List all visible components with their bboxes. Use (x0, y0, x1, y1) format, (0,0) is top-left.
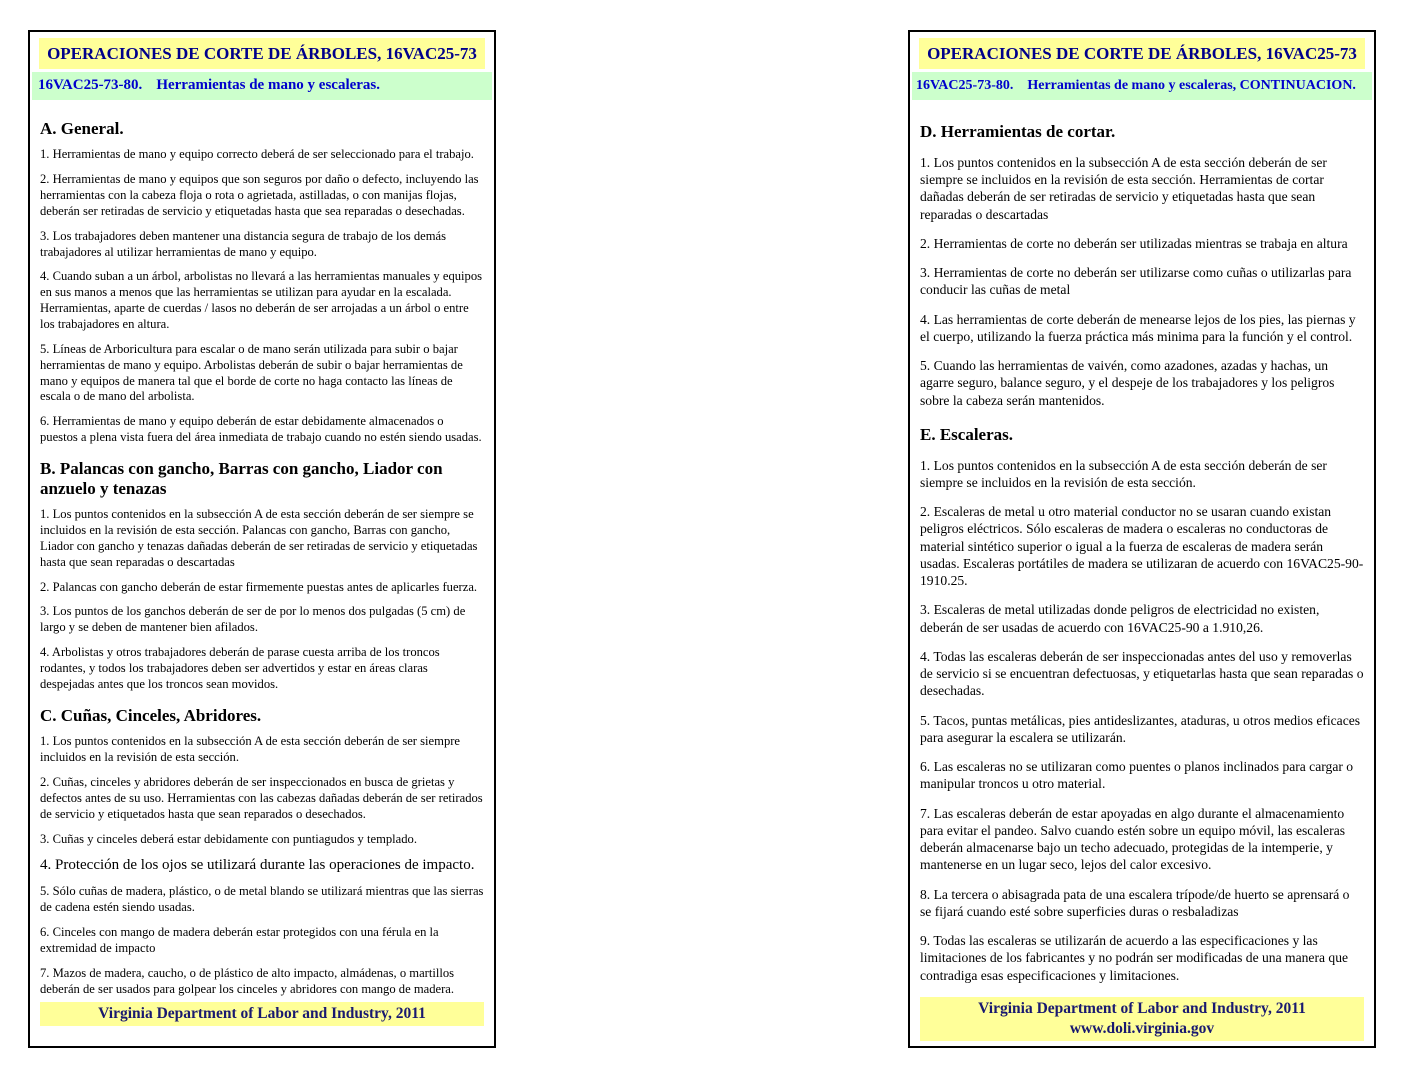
paragraph-e7: 7. Las escaleras deberán de estar apoyadas en algo durante el almacenamiento para evitar el pandeo. Salvo cuando estén sobre un equipo móvil, las escaleras deberán almacenarse bajo un techo adecuado, protegidas de la intemperie, y mantenerse en un lugar seco, lejos del calor excesivo. (920, 805, 1346, 873)
paragraph-c2: 2. Cuñas, cinceles y abridores deberán de ser inspeccionados en busca de grietas y defectos antes de su uso. Herramientas con las cabezas dañadas deberán de ser retirados de servicio y etiquetados hasta que sean reparados o desechados. (40, 775, 483, 821)
heading-c-cunas: C. Cuñas, Cinceles, Abridores. (40, 705, 262, 725)
paragraph-e6: 6. Las escaleras no se utilizaran como puentes o planos inclinados para cargar o manipular troncos u otro material. (920, 759, 1354, 792)
paragraph-e4: 4. Todas las escaleras deberán de ser inspeccionadas antes del uso y removerlas de servicio si se encuentran defectuosas, y etiquetarlas hasta que sean reparadas o desechadas. (920, 648, 1364, 699)
left-title: OPERACIONES DE CORTE DE ÁRBOLES, 16VAC25-73 (47, 44, 477, 63)
left-body (30, 100, 494, 998)
paragraph-d5: 5. Cuando las herramientas de vaivén, como azadones, azadas y hachas, un agarre seguro, balance seguro, y el despeje de los trabajadores y los peligros sobre la cabeza serán mantenidos. (920, 358, 1335, 408)
paragraph-c5: 5. Sólo cuñas de madera, plástico, o de metal blando se utilizará mientras que las sierras de cadena estén siendo usadas. (40, 884, 484, 915)
paragraph-e9: 9. Todas las escaleras se utilizarán de acuerdo a las especificaciones y las limitaciones de los fabricantes y no podrán ser modificadas de una manera que contradiga esas especificaciones y limitaciones. (920, 933, 1349, 983)
paragraph-d1: 1. Los puntos contenidos en la subsección A de esta sección deberán de ser siempre se incluidos en la revisión de esta sección. Herramientas de cortar dañadas deberán de ser retiradas de servicio y etiquetadas hasta que sean reparadas o descartadas (920, 154, 1327, 222)
paragraph-e1: 1. Los puntos contenidos en la subsección A de esta sección deberán de ser siempre se incluidos en la revisión de esta sección. (920, 457, 1327, 490)
paragraph-e3: 3. Escaleras de metal utilizadas donde peligros de electricidad no existen, deberán de ser usadas de acuerdo con 16VAC25-90 a 1.910,26. (920, 602, 1320, 635)
paragraph-d4: 4. Las herramientas de corte deberán de menearse lejos de los pies, las piernas y el cuerpo, utilizando la fuerza práctica más minima para la función y el control. (920, 311, 1356, 344)
paragraph-c6: 6. Cinceles con mango de madera deberán estar protegidos con una férula en la extremidad de impacto (40, 925, 439, 955)
paragraph-d3: 3. Herramientas de corte no deberán ser utilizarse como cuñas o utilizarlas para conducir las cuñas de metal (920, 265, 1352, 298)
right-footer-text: Virginia Department of Labor and Industry, 2011 (978, 999, 1306, 1017)
right-section-banner (912, 72, 1372, 100)
right-footer-banner (920, 997, 1364, 1041)
paragraph-e2: 2. Escaleras de metal u otro material conductor no se usaran cuando existan peligros eléctricos. Sólo escaleras de madera o escaleras no conductoras de material sintético superior o igual a la fuerza de escaleras de madera serán usadas. Escaleras portátiles de madera se utilizaran de acuerdo con 16VAC25-90-1910.25. (920, 504, 1364, 589)
paragraph-c3: 3. Cuñas y cinceles deberá estar debidamente con puntiagudos y templado. (40, 831, 417, 846)
left-panel (28, 30, 496, 1048)
right-title: OPERACIONES DE CORTE DE ÁRBOLES, 16VAC25-73 (927, 44, 1357, 63)
right-section-title: Herramientas de mano y escaleras, CONTINUACION. (1027, 78, 1356, 94)
paragraph-c4: 4. Protección de los ojos se utilizará durante las operaciones de impacto. (40, 857, 475, 874)
paragraph-c1: 1. Los puntos contenidos en la subsección A de esta sección deberán de ser siempre incluidos en la revisión de esta sección. (40, 734, 461, 765)
left-section-banner (32, 72, 492, 100)
paragraph-b2: 2. Palancas con gancho deberán de estar firmemente puestas antes de aplicarles fuerza. (40, 579, 478, 594)
heading-a-general: A. General. (40, 118, 124, 138)
left-footer-text: Virginia Department of Labor and Industry, 2011 (98, 1004, 426, 1022)
paragraph-e8: 8. La tercera o abisagrada pata de una escalera trípode/de huerto se aprensará o se fijará cuando esté sobre superficies duras o resbaladizas (920, 886, 1350, 919)
paragraph-a6: 6. Herramientas de mano y equipo deberán de estar debidamente almacenados o puestos a plena vista fuera del área inmediata de trabajo cuando no estén siendo usadas. (40, 414, 482, 445)
paragraph-a5: 5. Líneas de Arboricultura para escalar o de mano serán utilizada para subir o bajar herramientas de mano y equipo. Arbolistas deberán de subir o bajar herramientas de mano y equipos de manera tal que el borde de corte no haga contacto las líneas de escala o de mano del arbolista. (40, 341, 463, 404)
right-title-banner (919, 38, 1365, 69)
heading-e-escaleras: E. Escaleras. (920, 424, 1014, 444)
right-body (910, 100, 1374, 983)
right-panel (908, 30, 1376, 1048)
right-section-code: 16VAC25-73-80. (916, 78, 1014, 94)
paragraph-d2: 2. Herramientas de corte no deberán ser utilizadas mientras se trabaja en altura (920, 235, 1348, 251)
paragraph-c7: 7. Mazos de madera, caucho, o de plástico de alto impacto, almádenas, o martillos deberán de ser usados para golpear los cinceles y abridores con mango de madera. (40, 965, 455, 996)
heading-b-palancas: B. Palancas con gancho, Barras con gancho, Liador con anzuelo y tenazas (40, 459, 443, 498)
paragraph-a4: 4. Cuando suban a un árbol, arbolistas no llevará a las herramientas manuales y equipos en sus manos a menos que las herramientas se utilizan para ayudar en la escalada. Herramientas, aparte de cuerdas / lasos no deberán de ser arrojadas a un árbol o entre los trabajadores en altura. (40, 269, 483, 332)
paragraph-b4: 4. Arbolistas y otros trabajadores deberán de parase cuesta arriba de los troncos rodantes, y todos los trabajadores deben ser advertidos y estar en áreas claras despejadas antes que los troncos sean movidos. (40, 645, 440, 691)
paragraph-a2: 2. Herramientas de mano y equipos que son seguros por daño o defecto, incluyendo las herramientas con la cabeza floja o rota o agrietada, astilladas, o con manijas flojas, deberán ser retiradas de servicio y etiquetadas hasta que sea reparadas o desechadas. (40, 172, 479, 218)
paragraph-a3: 3. Los trabajadores deben mantener una distancia segura de trabajo de los demás trabajadores al utilizar herramientas de mano y equipo. (40, 228, 446, 259)
paragraph-a1: 1. Herramientas de mano y equipo correcto deberá de ser seleccionado para el trabajo. (40, 147, 474, 162)
left-section-title: Herramientas de mano y escaleras. (156, 77, 381, 94)
left-footer-banner (40, 1002, 484, 1026)
paragraph-b3: 3. Los puntos de los ganchos deberán de ser de por lo menos dos pulgadas (5 cm) de largo y se deben de mantener bien afilados. (40, 604, 466, 635)
right-footer-url: www.doli.virginia.gov (1069, 1019, 1215, 1037)
paragraph-b1: 1. Los puntos contenidos en la subsección A de esta sección deberán de ser siempre se incluidos en la revisión de esta sección. Palancas con gancho, Barras con gancho, Liador con gancho y tenazas dañadas deberán de ser retiradas de servicio y etiquetadas hasta que sean reparadas o descartadas (40, 507, 478, 569)
left-title-banner (39, 38, 485, 69)
paragraph-e5: 5. Tacos, puntas metálicas, pies antideslizantes, ataduras, u otros medios eficaces para asegurar la escalera se utilizarán. (920, 712, 1361, 745)
left-section-code: 16VAC25-73-80. (38, 77, 143, 94)
heading-d-herramientas: D. Herramientas de cortar. (920, 122, 1116, 142)
